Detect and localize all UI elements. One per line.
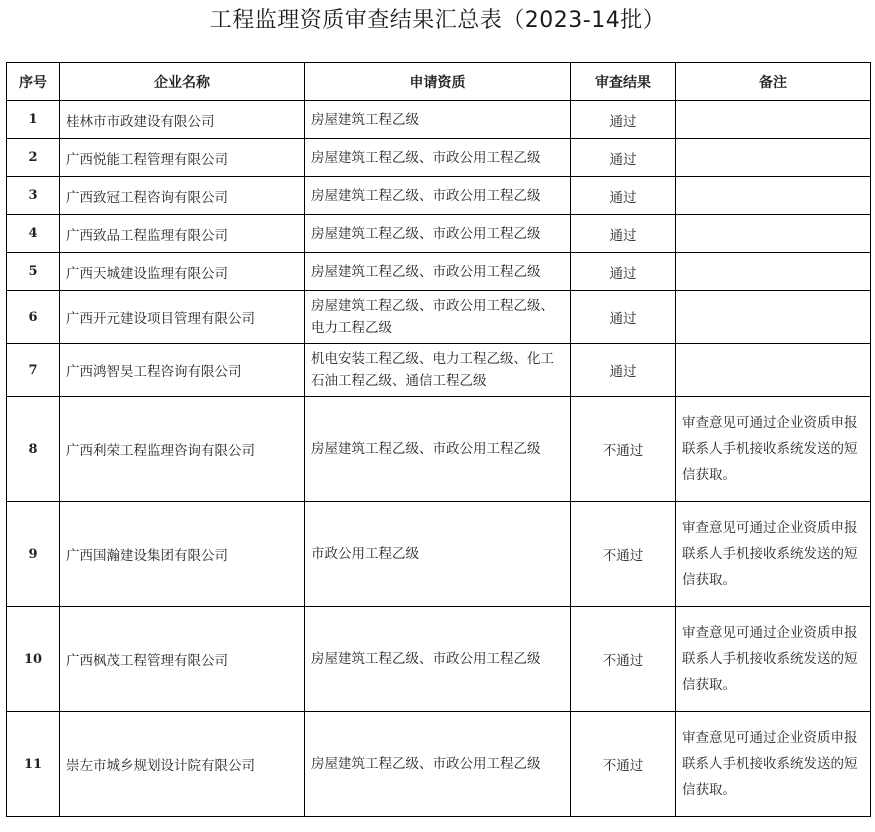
row-seq: 1 [7, 101, 60, 139]
row-result: 不通过 [571, 607, 676, 712]
row-company: 广西利荣工程监理咨询有限公司 [60, 397, 305, 502]
row-qualification: 房屋建筑工程乙级、市政公用工程乙级 [305, 397, 571, 502]
table-header-row [7, 63, 871, 101]
row-company: 广西致品工程监理有限公司 [60, 215, 305, 253]
row-result: 不通过 [571, 712, 676, 817]
row-company: 桂林市市政建设有限公司 [60, 101, 305, 139]
row-note [676, 215, 871, 253]
row-seq: 7 [7, 344, 60, 397]
row-company: 广西天城建设监理有限公司 [60, 253, 305, 291]
row-qualification: 房屋建筑工程乙级、市政公用工程乙级 [305, 177, 571, 215]
row-seq: 9 [7, 502, 60, 607]
row-note [676, 139, 871, 177]
table-row [7, 607, 871, 712]
row-qualification: 房屋建筑工程乙级、市政公用工程乙级 [305, 139, 571, 177]
row-company: 广西悦能工程管理有限公司 [60, 139, 305, 177]
table-row [7, 253, 871, 291]
row-seq: 11 [7, 712, 60, 817]
row-note [676, 177, 871, 215]
row-seq: 2 [7, 139, 60, 177]
row-company: 广西鸿智昊工程咨询有限公司 [60, 344, 305, 397]
row-seq: 6 [7, 291, 60, 344]
row-note: 审查意见可通过企业资质申报联系人手机接收系统发送的短信获取。 [676, 397, 871, 502]
row-qualification: 房屋建筑工程乙级、市政公用工程乙级 [305, 215, 571, 253]
header-company: 企业名称 [60, 63, 305, 101]
row-qualification: 房屋建筑工程乙级、市政公用工程乙级 [305, 253, 571, 291]
table-row [7, 177, 871, 215]
page-title: 工程监理资质审查结果汇总表（2023-14批） [209, 8, 666, 33]
table-row [7, 139, 871, 177]
table-row [7, 101, 871, 139]
table-row [7, 291, 871, 344]
header-result: 审查结果 [571, 63, 676, 101]
row-note: 审查意见可通过企业资质申报联系人手机接收系统发送的短信获取。 [676, 712, 871, 817]
row-seq: 5 [7, 253, 60, 291]
row-company: 广西开元建设项目管理有限公司 [60, 291, 305, 344]
row-company: 广西枫茂工程管理有限公司 [60, 607, 305, 712]
row-result: 不通过 [571, 502, 676, 607]
table-row [7, 215, 871, 253]
row-seq: 4 [7, 215, 60, 253]
row-company: 崇左市城乡规划设计院有限公司 [60, 712, 305, 817]
row-qualification: 房屋建筑工程乙级 [305, 101, 571, 139]
row-company: 广西国瀚建设集团有限公司 [60, 502, 305, 607]
table-row [7, 502, 871, 607]
table-row [7, 712, 871, 817]
row-note [676, 101, 871, 139]
review-results-table [6, 62, 871, 817]
row-result: 通过 [571, 215, 676, 253]
row-company: 广西致冠工程咨询有限公司 [60, 177, 305, 215]
row-result: 通过 [571, 177, 676, 215]
row-result: 通过 [571, 291, 676, 344]
row-result: 通过 [571, 139, 676, 177]
header-seq: 序号 [7, 63, 60, 101]
row-qualification: 机电安装工程乙级、电力工程乙级、化工石油工程乙级、通信工程乙级 [305, 344, 571, 397]
row-qualification: 房屋建筑工程乙级、市政公用工程乙级 [305, 712, 571, 817]
table-row [7, 397, 871, 502]
row-note [676, 344, 871, 397]
row-note: 审查意见可通过企业资质申报联系人手机接收系统发送的短信获取。 [676, 502, 871, 607]
header-note: 备注 [676, 63, 871, 101]
header-qualification: 申请资质 [305, 63, 571, 101]
row-seq: 8 [7, 397, 60, 502]
row-qualification: 房屋建筑工程乙级、市政公用工程乙级、电力工程乙级 [305, 291, 571, 344]
row-note: 审查意见可通过企业资质申报联系人手机接收系统发送的短信获取。 [676, 607, 871, 712]
table-row [7, 344, 871, 397]
row-note [676, 253, 871, 291]
row-qualification: 房屋建筑工程乙级、市政公用工程乙级 [305, 607, 571, 712]
row-result: 通过 [571, 101, 676, 139]
row-note [676, 291, 871, 344]
row-result: 通过 [571, 344, 676, 397]
row-result: 通过 [571, 253, 676, 291]
row-seq: 10 [7, 607, 60, 712]
row-seq: 3 [7, 177, 60, 215]
row-qualification: 市政公用工程乙级 [305, 502, 571, 607]
row-result: 不通过 [571, 397, 676, 502]
